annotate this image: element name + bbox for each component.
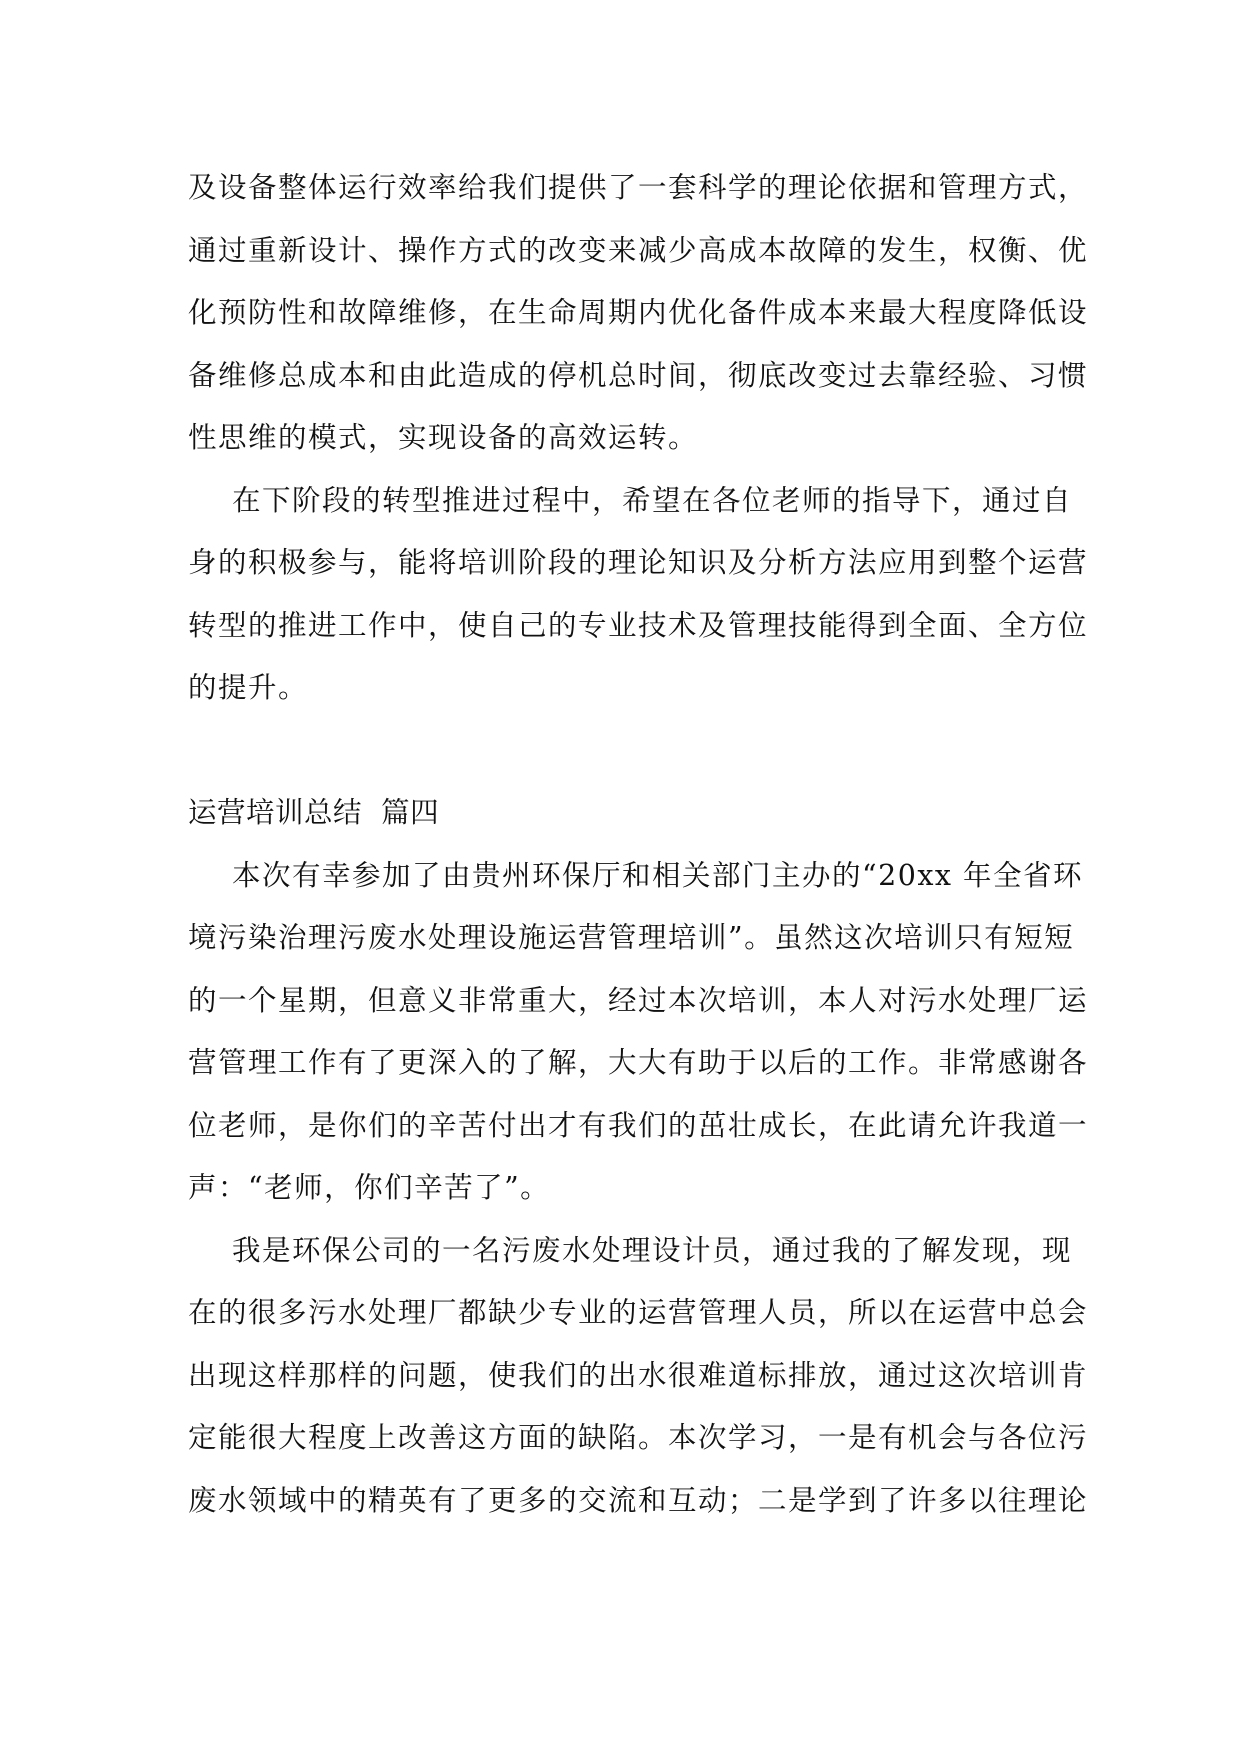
paragraph-designer-reflection	[188, 1220, 1089, 1533]
text-line: 在的很多污水处理厂都缺少专业的运营管理人员，所以在运营中总会	[188, 1296, 1089, 1329]
text-line: 身的积极参与，能将培训阶段的理论知识及分析方法应用到整个运营	[188, 546, 1089, 579]
text-line: 备维修总成本和由此造成的停机总时间，彻底改变过去靠经验、习惯	[188, 358, 1089, 392]
text-line: 的一个星期，但意义非常重大，经过本次培训，本人对污水处理厂运	[188, 983, 1089, 1017]
text-line: 性思维的模式，实现设备的高效运转。	[188, 421, 699, 454]
text-line: 废水领域中的精英有了更多的交流和互动；二是学到了许多以往理论	[188, 1483, 1089, 1517]
text-line: 营管理工作有了更深入的了解，大大有助于以后的工作。非常感谢各	[188, 1046, 1089, 1079]
text-line: 在下阶段的转型推进过程中，希望在各位老师的指导下，通过自	[232, 483, 1073, 517]
text-line: 出现这样那样的问题，使我们的出水很难道标排放，通过这次培训肯	[188, 1358, 1089, 1392]
text-line: 转型的推进工作中，使自己的专业技术及管理技能得到全面、全方位	[188, 608, 1089, 642]
paragraph-next-stage	[188, 470, 1089, 720]
paragraph-spacer	[188, 720, 1060, 783]
document-body	[188, 157, 1089, 1532]
text-line: 声：“老师，你们辛苦了”。	[188, 1171, 551, 1204]
text-line: 我是环保公司的一名污废水处理设计员，通过我的了解发现，现	[232, 1233, 1073, 1267]
paragraph-equipment-efficiency	[188, 157, 1089, 470]
text-line: 位老师，是你们的辛苦付出才有我们的茁壮成长，在此请允许我道一	[188, 1108, 1089, 1142]
paragraph-training-intro	[188, 845, 1089, 1220]
text-line: 及设备整体运行效率给我们提供了一套科学的理论依据和管理方式，	[188, 171, 1089, 204]
text-line: 境污染治理污废水处理设施运营管理培训”。虽然这次培训只有短短	[188, 921, 1075, 954]
text-line: 化预防性和故障维修，在生命周期内优化备件成本来最大程度降低设	[188, 296, 1089, 329]
text-line: 定能很大程度上改善这方面的缺陷。本次学习，一是有机会与各位污	[188, 1421, 1089, 1454]
text-line: 的提升。	[188, 671, 309, 704]
text-line: 本次有幸参加了由贵州环保厅和相关部门主办的“20xx 年全省环	[232, 858, 1084, 892]
section-heading: 运营培训总结 篇四	[188, 796, 440, 829]
text-line: 通过重新设计、操作方式的改变来减少高成本故障的发生，权衡、优	[188, 233, 1089, 267]
